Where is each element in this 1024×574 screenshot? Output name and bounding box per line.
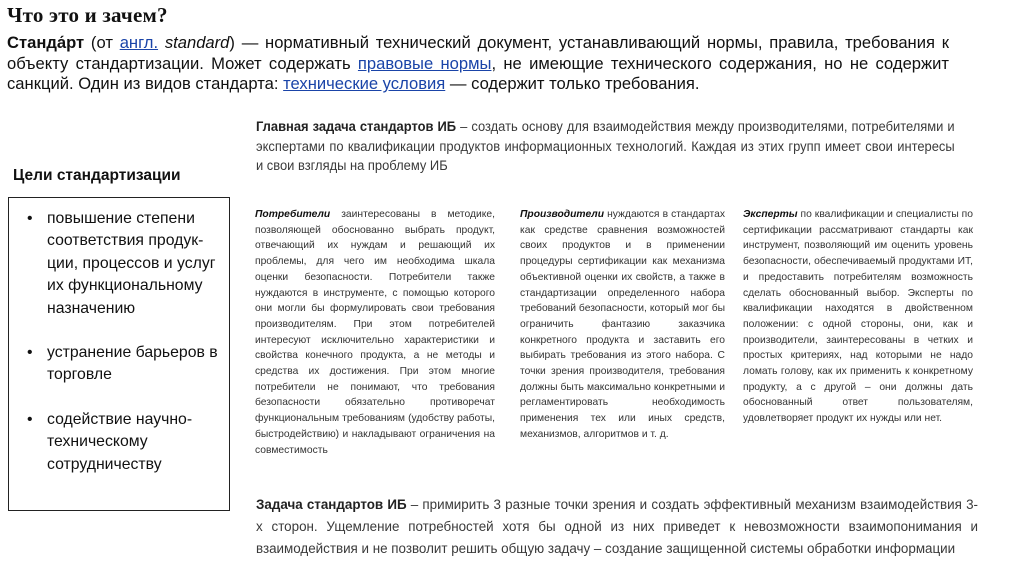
producers-column: Производители нуждаются в стандартах как средстве сравнения возможностей своих продуктов и в применении процедуры сертификации как механизма объективной оценки их свойств, а также в стандартизации определенного набора требований безопасности, который мог бы ограничить фантазию заказчика конкретного продукта и заставить его выбирать требования из этого набора. С точки зрения производителя, требования должны быть максимально конкретными и регламентировать необходимость применения тех или иных средств, механизмов, алгоритмов и т. д. bbox=[520, 209, 725, 440]
technical-conditions-link[interactable]: технические условия bbox=[283, 74, 446, 94]
intro-paragraph: Стандарт (от англ. standard) — нормативный технический документ, устанавливающий нормы, правила, требования к объекту стандартизации. Может содержать правовые нормы, не имеющие технического содержания, но не содержит санкций. Один из видов стандарта: технические условия — содержит только требования. bbox=[7, 33, 949, 94]
goals-heading: Цели стандартизации bbox=[13, 167, 181, 184]
goal-item: • устранение барьеров в торговле bbox=[33, 342, 221, 387]
legal-norms-link[interactable]: правовые нормы bbox=[357, 53, 492, 73]
goals-list bbox=[19, 208, 221, 476]
consumers-column: Потребители заинтересованы в методике, позволяющей обоснованно выбрать продукт, отвечающий их нуждам и решающий их проблемы, для чего им необходима шкала оценки безопасности. Потребители также нуждаются в инструменте, с помощью которого они могли бы формулировать свои требования производителям. При этом потребителей интересуют исключительно характеристики и свойства конечного продукта, а не методы и средства их достижения. При этом многие потребители не понимают, что требования безопасности обязательно противоречат функциональным требованиям (удобству работы, быстродействию) и накладывают ограничения на совместимость bbox=[255, 209, 495, 456]
experts-column: Эксперты по квалификации и специалисты по сертификации рассматривают стандарты как инструмент, позволяющий им оценить уровень безопасности, обеспечиваемый продуктами ИТ, и предоставить потребителям возможность сделать обоснованный выбор. Эксперты по квалификации находятся в двойственном положении: с одной стороны, они, как и производители, заинтересованы в четких и простых критериях, над которыми не надо ломать голову, как их применить к конкретному продукту, а с другой – они должны дать обоснованный ответ пользователям, удовлетворяет продукт их нужды или нет. bbox=[743, 209, 973, 425]
term-standard: Стандарт bbox=[7, 33, 85, 52]
english-link[interactable]: англ. bbox=[119, 33, 159, 52]
goal-item: • повышение степени соответствия продук-ции, процессов и услуг их функциональному назначению bbox=[33, 208, 221, 320]
main-task-paragraph: Главная задача стандартов ИБ – создать основу для взаимодействия между производителями, потребителями и экспертами по квалификации продуктов информационных технологий. Каждая из этих групп имеет свои интересы и свои взгляды на проблему ИБ bbox=[256, 119, 955, 173]
page-title: Что это и зачем? bbox=[7, 3, 168, 27]
goal-item: • содействие научно-техническому сотрудничеству bbox=[33, 409, 221, 476]
bottom-task-paragraph: Задача стандартов ИБ – примирить 3 разные точки зрения и создать эффективный механизм взаимодействия 3-х сторон. Ущемление потребностей хотя бы одной из них приведет к невозможности взаимопонимания и взаимодействия и не позволит решить общую задачу – создание защищенной системы обработки информации bbox=[256, 497, 978, 556]
goals-box bbox=[8, 197, 230, 511]
foreign-word: standard bbox=[164, 33, 230, 52]
